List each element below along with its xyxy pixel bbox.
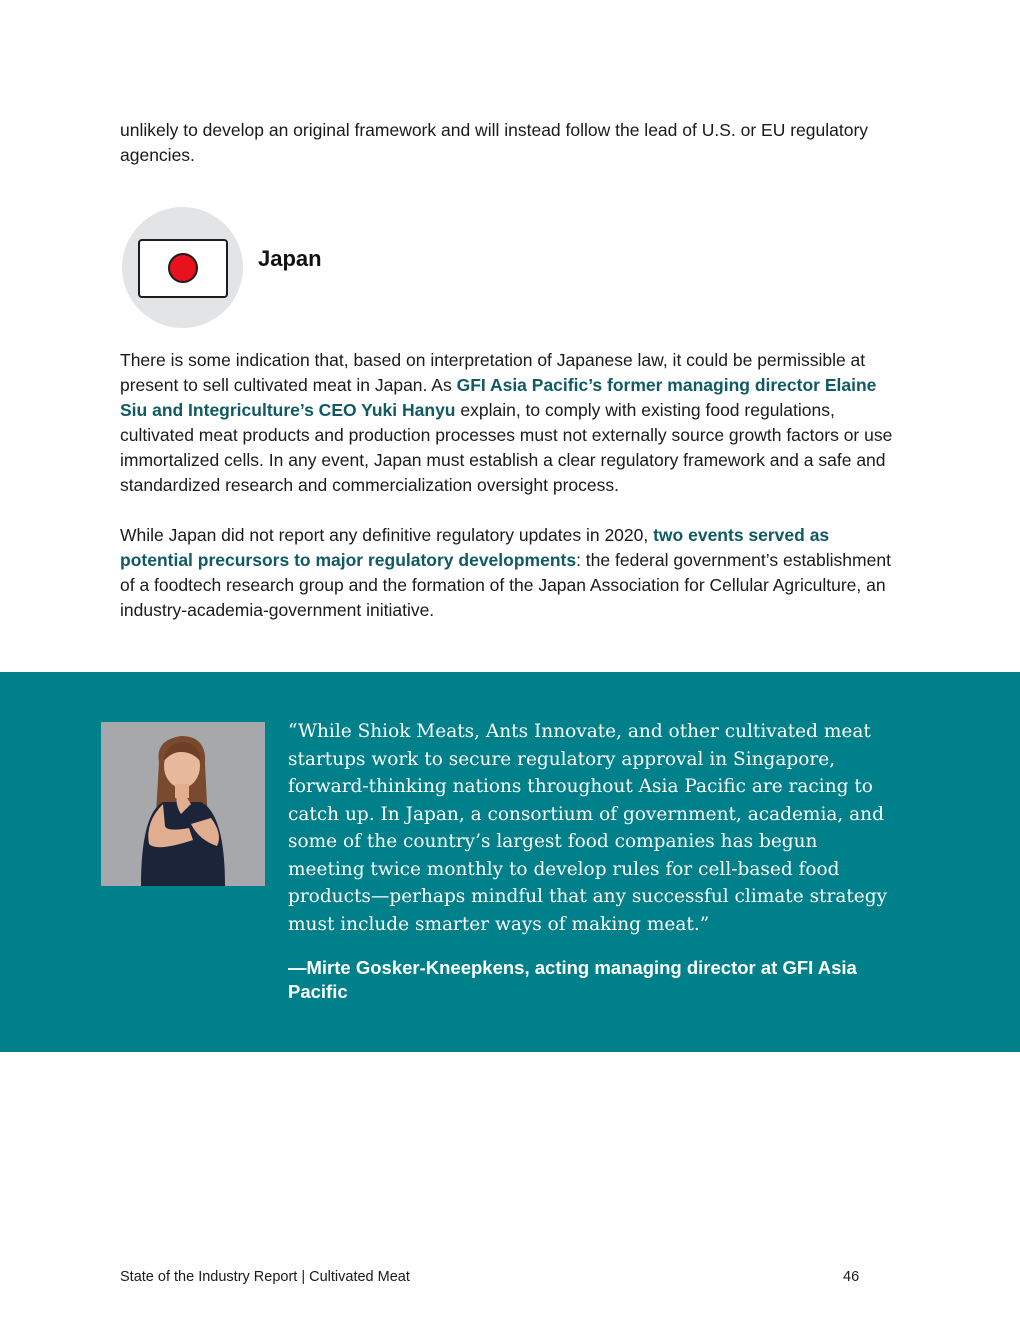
- intro-paragraph: unlikely to develop an original framework and will instead follow the lead of U.S. or EU regulatory agencies.: [120, 120, 869, 165]
- footer-page-number: 46: [843, 1269, 860, 1285]
- portrait-illustration: [101, 722, 265, 886]
- paragraph-text: While Japan did not report any definitive regulatory updates in 2020,: [120, 525, 654, 545]
- gfi-interview-link[interactable]: GFI Asia Pacific’s former managing director Elaine Siu and Integriculture’s CEO Yuki Hanyu: [120, 375, 877, 420]
- quote-text: “While Shiok Meats, Ants Innovate, and other cultivated meat startups work to secure regulatory approval in Singapore, forward-thinking nations throughout Asia Pacific are racing to catch up. In Japan, a consortium of government, academia, and some of the country’s largest food companies has begun meeting twice monthly to develop rules for cell-based food products—perhaps mindful that any successful climate strategy must include smarter ways of making meat.”: [288, 721, 888, 935]
- japan-paragraph-1: [120, 348, 900, 498]
- footer-report-title: State of the Industry Report | Cultivated Meat: [120, 1269, 410, 1285]
- paragraph-text: : the federal government’s establishment of a foodtech research group and the formation of the Japan Association for Cellular Agriculture, an industry-academia-government initiative.: [120, 550, 891, 620]
- quote-band: [0, 672, 1020, 1052]
- japan-flag-icon: [122, 207, 243, 328]
- paragraph-text: There is some indication that, based on interpretation of Japanese law, it could be permissible at present to sell cultivated meat in Japan. As: [120, 350, 866, 395]
- quote-attribution: —Mirte Gosker-Kneepkens, acting managing director at GFI Asia Pacific: [288, 957, 857, 1002]
- paragraph-text: explain, to comply with existing food regulations, cultivated meat products and production processes must not externally source growth factors or use immortalized cells. In any event, Japan must establish a clear regulatory framework and a safe and standardized research and commercialization oversight process.: [120, 400, 893, 495]
- japan-paragraph-2: [120, 523, 900, 623]
- section-heading-japan: Japan: [258, 246, 322, 271]
- speaker-portrait: [101, 722, 265, 886]
- flag-sun-disc: [168, 253, 198, 283]
- flag-rectangle: [138, 239, 228, 298]
- regulatory-events-link[interactable]: two events served as potential precursors to major regulatory developments: [120, 525, 830, 570]
